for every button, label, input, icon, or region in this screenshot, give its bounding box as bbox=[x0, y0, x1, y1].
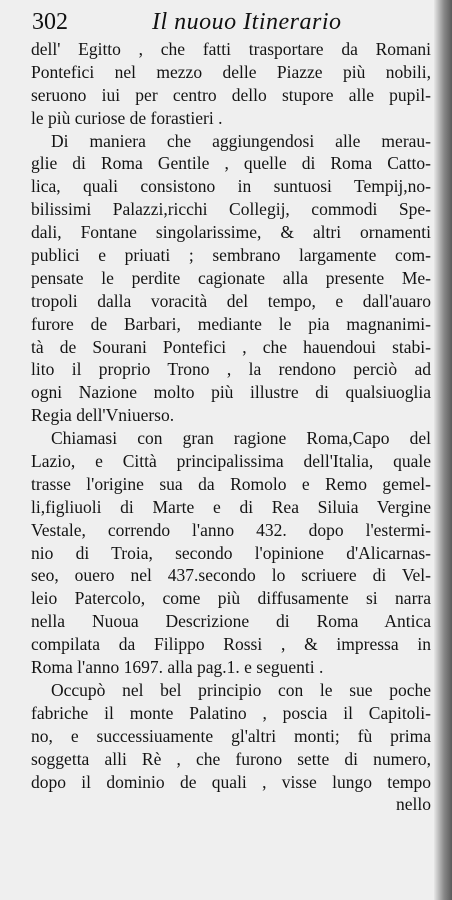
text-line: ogni Nazione molto più illustre di qualsiuoglia bbox=[31, 382, 431, 403]
paragraph bbox=[0, 427, 452, 679]
text-line: trasse l'origine sua da Romolo e Remo gemel- bbox=[31, 473, 431, 494]
paragraph bbox=[0, 38, 452, 130]
text-line: Occupò nel bel principio con le sue poche bbox=[51, 679, 431, 700]
text-line: lito il proprio Trono , la rendono perciò ad bbox=[31, 359, 431, 380]
text-line: bilissimi Palazzi,ricchi Collegij, commodi Spe- bbox=[31, 199, 431, 220]
text-line: compilata da Filippo Rossi , & impressa in bbox=[31, 634, 431, 655]
text-line: fabriche il monte Palatino , poscia il Capitoli- bbox=[31, 702, 431, 723]
paragraph bbox=[0, 130, 452, 428]
text-line: soggetta alli Rè , che furono sette di numero, bbox=[31, 748, 431, 769]
text-line: dopo il dominio de quali , visse lungo tempo bbox=[31, 771, 431, 792]
text-line: glie di Roma Gentile , quelle di Roma Catto- bbox=[31, 153, 431, 174]
text-line: Vestale, correndo l'anno 432. dopo l'estermi- bbox=[31, 519, 431, 540]
text-line: lica, quali consistono in suntuosi Tempij,no- bbox=[31, 176, 431, 197]
running-head: Il nuouo Itinerario bbox=[152, 9, 342, 35]
text-line: nio di Troia, secondo l'opinione d'Alicarnas- bbox=[31, 542, 431, 563]
text-line: tropoli dalla voracità del tempo, e dall'auaro bbox=[31, 290, 431, 311]
text-line: pensate le perdite cagionate alla presente Me- bbox=[31, 267, 431, 288]
text-line: dali, Fontane singolarissime, & altri ornamenti bbox=[31, 222, 431, 243]
text-line: Lazio, e Città principalissima dell'Italia, quale bbox=[31, 451, 431, 472]
text-line: Chiamasi con gran ragione Roma,Capo del bbox=[51, 428, 431, 449]
paragraph bbox=[0, 679, 452, 793]
text-line: le più curiose de forastieri . bbox=[31, 107, 223, 128]
page-header bbox=[32, 6, 432, 38]
text-line: nella Nuoua Descrizione di Roma Antica bbox=[31, 611, 431, 632]
text-line: furore de Barbari, mediante le pia magnanimi- bbox=[31, 313, 431, 334]
text-line: Regia dell'Vniuerso. bbox=[31, 405, 175, 426]
text-line: Pontefici nel mezzo delle Piazze più nobili, bbox=[31, 61, 431, 82]
text-line: tà de Sourani Pontefici , che hauendoui stabi- bbox=[31, 336, 431, 357]
body-text bbox=[0, 38, 452, 816]
text-line: li,figliuoli di Marte e di Rea Siluia Vergine bbox=[31, 496, 431, 517]
text-line: seo, ouero nel 437.secondo lo scriuere di Vel- bbox=[31, 565, 431, 586]
text-line: no, e successiuamente gl'altri monti; fù prima bbox=[31, 725, 431, 746]
text-line: Roma l'anno 1697. alla pag.1. e seguenti . bbox=[31, 657, 324, 678]
text-line: Di maniera che aggiungendosi alle merau- bbox=[51, 130, 431, 151]
catchword: nello bbox=[396, 794, 431, 815]
page-number: 302 bbox=[32, 9, 68, 35]
text-line: dell' Egitto , che fatti trasportare da Romani bbox=[31, 39, 431, 59]
text-line: publici e priuati ; sembrano largamente com- bbox=[31, 245, 431, 266]
text-line: leio Patercolo, come più diffusamente si narra bbox=[31, 588, 431, 609]
text-line: seruono iui per centro dello stupore alle pupil- bbox=[31, 84, 431, 105]
